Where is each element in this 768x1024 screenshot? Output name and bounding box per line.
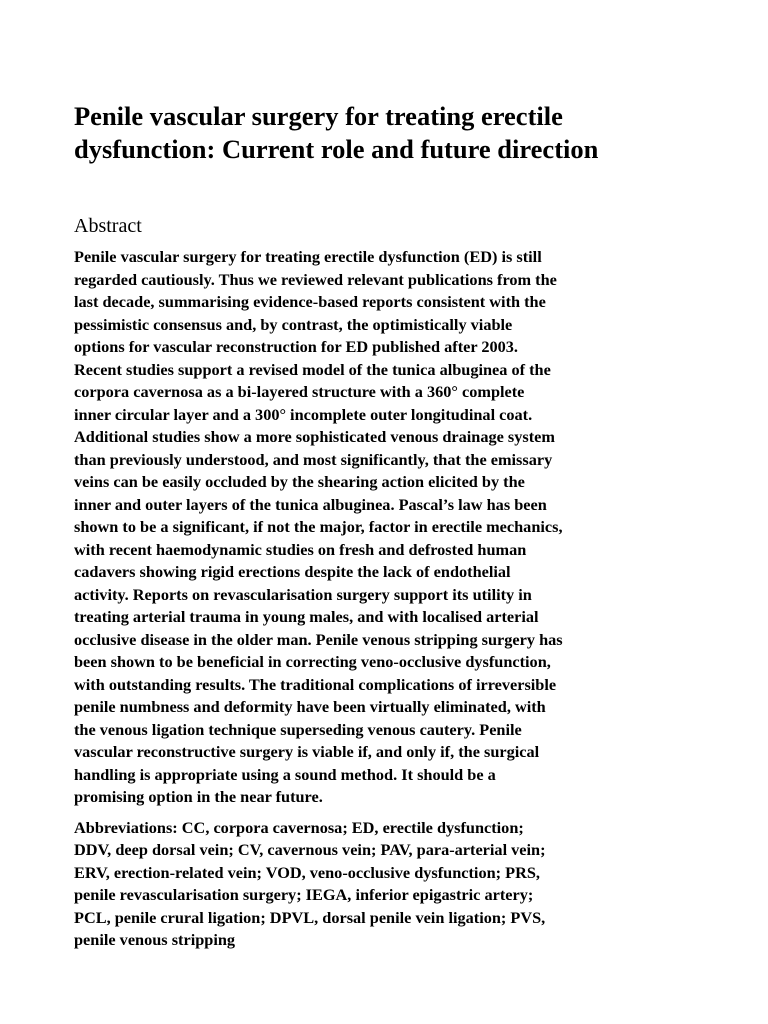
abstract-line: veins can be easily occluded by the shearing action elicited by the xyxy=(74,472,525,491)
abstract-line: than previously understood, and most significantly, that the emissary xyxy=(74,449,553,469)
abstract-body xyxy=(74,246,704,809)
abbreviations-line: PCL, penile crural ligation; DPVL, dorsal penile vein ligation; PVS, xyxy=(74,907,546,927)
abstract-line: treating arterial trauma in young males, and with localised arterial xyxy=(74,607,539,626)
abstract-heading: Abstract xyxy=(74,215,142,237)
abstract-line: inner circular layer and a 300° incomplete outer longitudinal coat. xyxy=(74,404,533,424)
abstract-line: Additional studies show a more sophisticated venous drainage system xyxy=(74,427,555,446)
abstract-line: promising option in the near future. xyxy=(74,787,323,806)
abstract-line: shown to be a significant, if not the major, factor in erectile mechanics, xyxy=(74,517,563,536)
abstract-line: regarded cautiously. Thus we reviewed relevant publications from the xyxy=(74,269,557,289)
abstract-line: Recent studies support a revised model of the tunica albuginea of the xyxy=(74,359,551,379)
abstract-line: been shown to be beneficial in correcting veno-occlusive dysfunction, xyxy=(74,652,551,671)
article-title-line: dysfunction: Current role and future direction xyxy=(74,134,599,164)
abbreviations-line: ERV, erection-related vein; VOD, veno-occlusive dysfunction; PRS, xyxy=(74,862,540,882)
abstract-line: the venous ligation technique superseding venous cautery. Penile xyxy=(74,719,522,739)
abbreviations-line: penile venous stripping xyxy=(74,930,236,949)
abstract-line: last decade, summarising evidence-based reports consistent with the xyxy=(74,292,546,311)
abstract-line: with recent haemodynamic studies on fresh and defrosted human xyxy=(74,539,527,559)
abstract-line: handling is appropriate using a sound method. It should be a xyxy=(74,764,496,784)
abstract-line: Penile vascular surgery for treating erectile dysfunction (ED) is still xyxy=(74,247,542,266)
abstract-line: activity. Reports on revascularisation surgery support its utility in xyxy=(74,584,532,604)
abstract-line: pessimistic consensus and, by contrast, the optimistically viable xyxy=(74,314,513,334)
abstract-line: options for vascular reconstruction for ED published after 2003. xyxy=(74,337,518,356)
article-title-line: Penile vascular surgery for treating erectile xyxy=(74,101,563,131)
abbreviations xyxy=(74,817,704,952)
abstract-line: with outstanding results. The traditional complications of irreversible xyxy=(74,674,557,694)
abbreviations-line: DDV, deep dorsal vein; CV, cavernous vein; PAV, para-arterial vein; xyxy=(74,840,546,859)
abstract-line: inner and outer layers of the tunica albuginea. Pascal’s law has been xyxy=(74,494,547,514)
abbreviations-line: penile revascularisation surgery; IEGA, inferior epigastric artery; xyxy=(74,885,534,904)
abstract-line: occlusive disease in the older man. Penile venous stripping surgery has xyxy=(74,629,563,649)
article-title xyxy=(74,100,704,166)
abstract-line: cadavers showing rigid erections despite the lack of endothelial xyxy=(74,562,511,581)
abstract-line: corpora cavernosa as a bi-layered structure with a 360° complete xyxy=(74,382,525,401)
article-page xyxy=(74,100,704,952)
abstract-line: vascular reconstructive surgery is viable if, and only if, the surgical xyxy=(74,742,540,761)
abbreviations-line: Abbreviations: CC, corpora cavernosa; ED, erectile dysfunction; xyxy=(74,817,524,837)
abstract-line: penile numbness and deformity have been virtually eliminated, with xyxy=(74,697,546,716)
